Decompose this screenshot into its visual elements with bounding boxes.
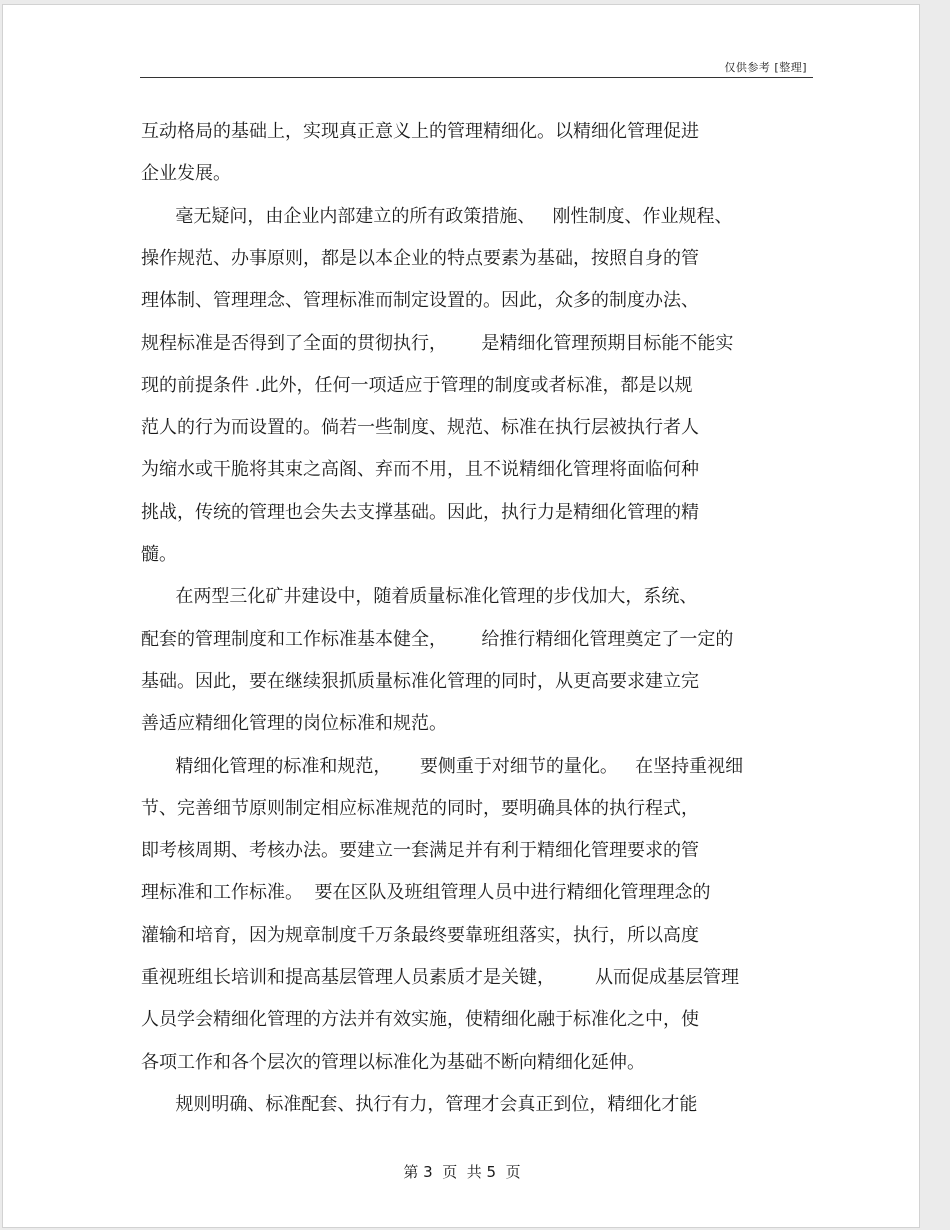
text-line: 现的前提条件 .此外，任何一项适应于管理的制度或者标准，都是以规	[141, 374, 693, 396]
text-line: 人员学会精细化管理的方法并有效实施，使精细化融于标准化之中，使	[141, 1009, 699, 1031]
document-page	[2, 4, 920, 1228]
text-line: 操作规范、办事原则，都是以本企业的特点要素为基础，按照自身的管	[141, 247, 699, 269]
text-line: 为缩水或干脆将其束之高阁、弃而不用，且不说精细化管理将面临何种	[141, 459, 699, 481]
text-line: 在两型三化矿井建设中，随着质量标准化管理的步伐加大，系统、	[141, 586, 698, 608]
text-line: 配套的管理制度和工作标准基本健全， 给推行精细化管理奠定了一定的	[141, 628, 734, 650]
text-line: 髓。	[141, 544, 177, 565]
text-line: 范人的行为而设置的。倘若一些制度、规范、标准在执行层被执行者人	[141, 417, 699, 439]
text-line: 节、完善细节原则制定相应标准规范的同时，要明确具体的执行程式，	[141, 797, 699, 819]
text-line: 毫无疑问，由企业内部建立的所有政策措施、 刚性制度、作业规程、	[141, 205, 733, 227]
text-line: 灌输和培育，因为规章制度千万条最终要靠班组落实，执行，所以高度	[141, 924, 699, 946]
text-line: 挑战，传统的管理也会失去支撑基础。因此，执行力是精细化管理的精	[141, 501, 699, 523]
text-line: 即考核周期、考核办法。要建立一套满足并有利于精细化管理要求的管	[141, 840, 699, 862]
text-line: 企业发展。	[141, 163, 231, 185]
text-line: 规程标准是否得到了全面的贯彻执行， 是精细化管理预期目标能不能实	[141, 332, 734, 354]
text-line: 理标准和工作标准。 要在区队及班组管理人员中进行精细化管理理念的	[141, 882, 711, 904]
text-line: 重视班组长培训和提高基层管理人员素质才是关键， 从而促成基层管理	[141, 967, 740, 988]
text-line: 互动格局的基础上，实现真正意义上的管理精细化。以精细化管理促进	[141, 121, 699, 142]
text-line: 各项工作和各个层次的管理以标准化为基础不断向精细化延伸。	[141, 1051, 645, 1073]
page-footer: 第 3 页 共 5 页	[403, 1163, 521, 1181]
header-divider	[140, 77, 813, 78]
text-line: 规则明确、标准配套、执行有力，管理才会真正到位，精细化才能	[141, 1093, 698, 1115]
text-line: 精细化管理的标准和规范， 要侧重于对细节的量化。 在坚持重视细	[141, 755, 744, 777]
text-line: 善适应精细化管理的岗位标准和规范。	[141, 713, 447, 735]
text-line: 理体制、管理理念、管理标准而制定设置的。因此，众多的制度办法、	[141, 290, 699, 312]
header-label: 仅供参考 [整理]	[724, 61, 807, 74]
text-line: 基础。因此，要在继续狠抓质量标准化管理的同时，从更高要求建立完	[141, 670, 699, 692]
